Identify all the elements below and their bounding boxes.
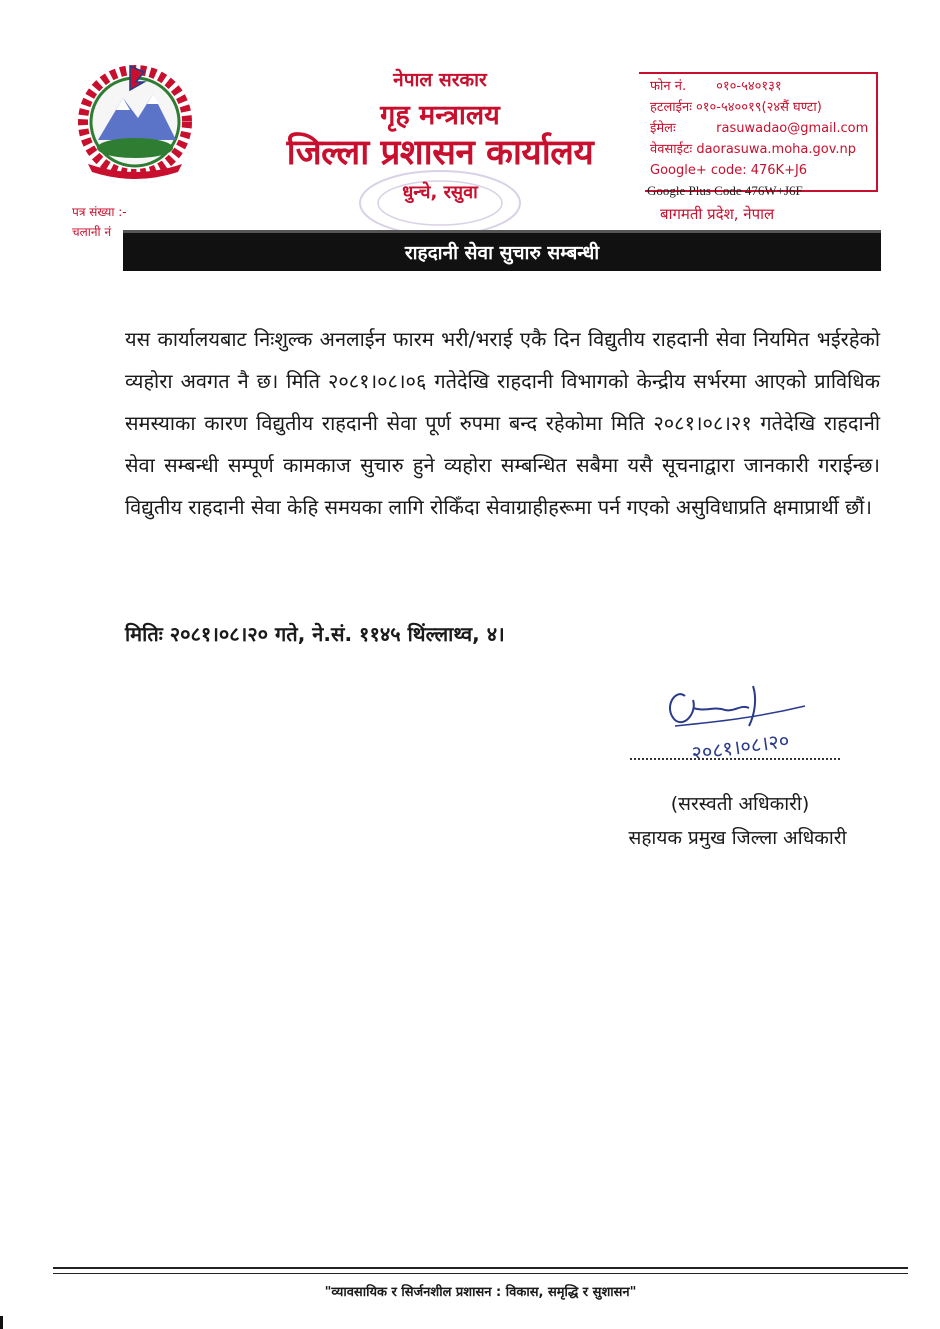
signatory-title: सहायक प्रमुख जिल्ला अधिकारी [628,827,847,849]
email-label: ईमेलः [650,121,676,136]
office-location: धुन्चे, रसुवा [402,182,478,203]
hotline-row [650,97,880,118]
svg-text:२०८१।०८।२०: २०८१।०८।२० [689,728,791,758]
dispatch-number-label: चलानी नं [72,225,112,239]
handwritten-signature-icon [645,678,875,758]
letter-number-label: पत्र संख्या :- [72,205,127,219]
government-name: नेपाल सरकार [393,69,487,91]
email-link[interactable]: rasuwadao@gmail.com [716,121,869,136]
signature-line [630,752,840,760]
footer-divider-thin [53,1273,908,1274]
website-label: वेवसाईटः [650,142,693,157]
phone-row [650,76,880,97]
nepal-emblem-icon [68,60,203,180]
hotline-label: हटलाईनः [650,100,692,115]
footer-motto: "व्यावसायिक र सिर्जनशील प्रशासन : विकास, समृद्धि र सुशासन" [324,1285,637,1300]
notice-body: यस कार्यालयबाट निःशुल्क अनलाईन फारम भरी/भराई एकै दिन विद्युतीय राहदानी सेवा नियमित भईरहेको व्यहोरा अवगत नै छ। मिति २०८१।०८।०६ गतेदेखि राहदानी विभागको केन्द्रीय सर्भरमा आएको प्राविधिक समस्याका कारण विद्युतीय राहदानी सेवा पूर्ण रुपमा बन्द रहेकोमा मिति २०८१।०८।२१ गतेदेखि राहदानी सेवा सम्बन्धी सम्पूर्ण कामकाज सुचारु हुने व्यहोरा सम्बन्धित सबैमा यसै सूचनाद्वारा जानकारी गराईन्छ। विद्युतीय राहदानी सेवा केहि समयका लागि रोकिँदा सेवाग्राहीहरूमा पर्न गएको असुविधाप्रति क्षमाप्रार्थी छौं। [125,327,880,519]
signatory-name: (सरस्वती अधिकारी) [670,793,810,815]
website-row [650,139,880,160]
website-link[interactable]: daorasuwa.moha.gov.np [696,142,857,157]
ministry-name: गृह मन्त्रालय [380,100,500,131]
contact-details [650,76,880,181]
phone-label: फोन नं. [650,79,687,94]
phone-value: ०१०-५४०१३१ [716,79,782,94]
footer-divider [53,1267,908,1269]
scan-edge-mark [0,1316,3,1329]
plus-code: Google Plus Code 476W+J6F [647,183,803,198]
subject-bar [123,230,881,271]
subject-title: राहदानी सेवा सुचारु सम्बन्धी [404,242,600,264]
office-name: जिल्ला प्रशासन कार्यालय [286,133,594,173]
hotline-value: ०१०-५४००१९(२४सैं घण्टा) [696,100,822,115]
google-code-row: Google+ code: 476K+J6 [650,163,808,178]
email-row [650,118,880,139]
date-line: मितिः २०८१।०८।२० गते, ने.सं. ११४५ थिंल्लाथ्व, ४। [125,622,505,646]
province: बागमती प्रदेश, नेपाल [660,205,775,223]
